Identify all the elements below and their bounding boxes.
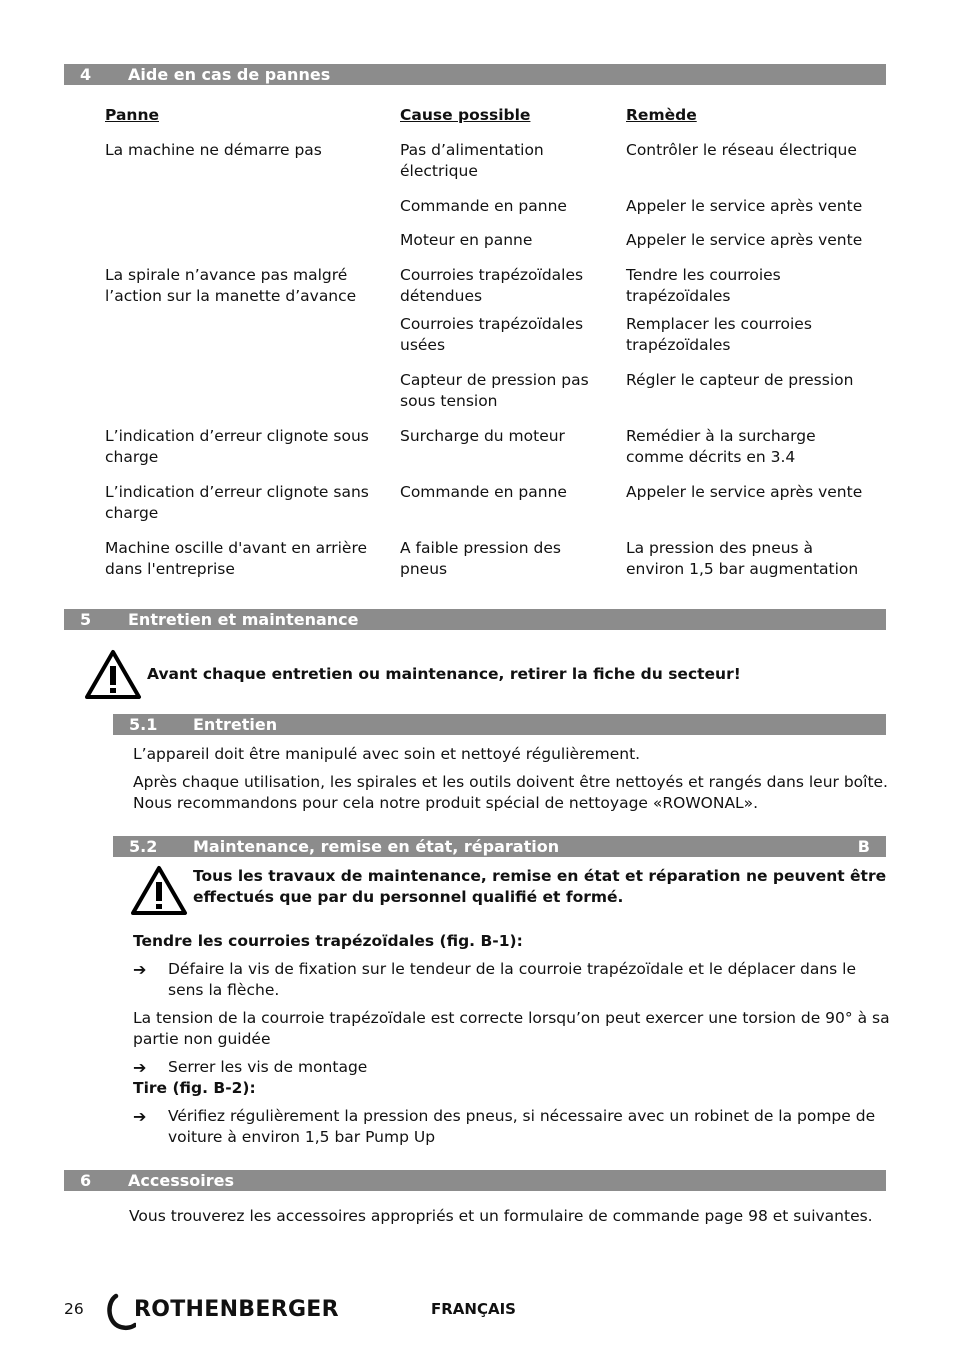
section-title: Accessoires: [128, 1171, 234, 1190]
table-cell-remede: Tendre les courroies trapézoïdales: [626, 266, 781, 305]
table-cell-remede: Remédier à la surcharge comme décrits en 3.4: [626, 427, 816, 466]
section-5-2-header: [113, 836, 886, 857]
table-cell-cause: Commande en panne: [400, 197, 567, 215]
section-6-header: [64, 1170, 886, 1191]
subheading: Tire (fig. B-2):: [133, 1079, 256, 1097]
brand-name: ROTHENBERGER: [134, 1297, 339, 1322]
table-cell-cause: Courroies trapézoïdales détendues: [400, 266, 584, 305]
table-cell-cause: A faible pression des pneus: [400, 539, 561, 578]
table-cell-panne: L’indication d’erreur clignote sous charge: [105, 427, 369, 466]
section-title: Entretien: [193, 715, 278, 734]
section-title: Entretien et maintenance: [128, 610, 359, 629]
arrow-right-icon: ➔: [133, 1107, 147, 1126]
table-cell-cause: Courroies trapézoïdales usées: [400, 315, 584, 354]
rothenberger-logo-icon: [104, 1292, 136, 1332]
table-cell-panne: L’indication d’erreur clignote sans charge: [105, 483, 369, 522]
table-cell-remede: Appeler le service après vente: [626, 483, 863, 501]
warning-triangle-icon: [130, 865, 188, 916]
table-cell-remede: Appeler le service après vente: [626, 231, 863, 249]
subheading: Tendre les courroies trapézoïdales (fig. B-1):: [133, 932, 523, 950]
section-number: 4: [80, 65, 92, 84]
col-header-cause: Cause possible: [400, 106, 531, 124]
paragraph: La tension de la courroie trapézoïdale est correcte lorsqu’on peut exercer une torsion de 90° à sa partie non guidée: [133, 1009, 890, 1048]
figure-reference: B: [857, 837, 870, 856]
table-cell-cause: Pas d’alimentation électrique: [400, 141, 544, 180]
page-number: 26: [64, 1300, 84, 1318]
table-cell-remede: Contrôler le réseau électrique: [626, 141, 857, 159]
table-cell-cause: Commande en panne: [400, 483, 567, 501]
section-title: Maintenance, remise en état, réparation: [193, 837, 560, 856]
instruction-step: Serrer les vis de montage: [168, 1058, 368, 1076]
section-number: 5.2: [129, 837, 158, 856]
warning-text: Avant chaque entretien ou maintenance, retirer la fiche du secteur!: [147, 665, 741, 683]
section-number: 5: [80, 610, 92, 629]
table-cell-cause: Surcharge du moteur: [400, 427, 565, 445]
col-header-panne: Panne: [105, 106, 159, 124]
warning-text: Tous les travaux de maintenance, remise en état et réparation ne peuvent être effectués que par du personnel qualifié et formé.: [193, 867, 887, 906]
table-cell-cause: Capteur de pression pas sous tension: [400, 371, 589, 410]
language-label: FRANÇAIS: [431, 1300, 516, 1318]
table-cell-remede: Régler le capteur de pression: [626, 371, 854, 389]
arrow-right-icon: ➔: [133, 1058, 147, 1077]
section-number: 5.1: [129, 715, 158, 734]
section-4-header: [64, 64, 886, 85]
table-cell-panne: La spirale n’avance pas malgré l’action sur la manette d’avance: [105, 266, 357, 305]
table-cell-panne: La machine ne démarre pas: [105, 141, 322, 159]
section-number: 6: [80, 1171, 92, 1190]
instruction-step: Vérifiez régulièrement la pression des pneus, si nécessaire avec un robinet de la pompe de voiture à environ 1,5 bar Pump Up: [168, 1107, 876, 1146]
col-header-remede: Remède: [626, 106, 697, 124]
section-title: Aide en cas de pannes: [128, 65, 331, 84]
warning-triangle-icon: [84, 649, 142, 700]
section-5-1-header: [113, 714, 886, 735]
table-cell-remede: Appeler le service après vente: [626, 197, 863, 215]
instruction-step: Défaire la vis de fixation sur le tendeur de la courroie trapézoïdale et le déplacer dans le sens la flèche.: [168, 960, 856, 999]
paragraph: L’appareil doit être manipulé avec soin et nettoyé régulièrement.: [133, 745, 641, 763]
paragraph: Vous trouverez les accessoires appropriés et un formulaire de commande page 98 et suivantes.: [129, 1207, 873, 1225]
table-cell-panne: Machine oscille d'avant en arrière dans l'entreprise: [105, 539, 368, 578]
section-5-header: [64, 609, 886, 630]
paragraph: Après chaque utilisation, les spirales et les outils doivent être nettoyés et rangés dans leur boîte. Nous recommandons pour cela notre produit spécial de nettoyage «ROWONAL».: [133, 773, 888, 812]
table-cell-cause: Moteur en panne: [400, 231, 533, 249]
table-cell-remede: Remplacer les courroies trapézoïdales: [626, 315, 812, 354]
arrow-right-icon: ➔: [133, 960, 147, 979]
table-cell-remede: La pression des pneus à environ 1,5 bar augmentation: [626, 539, 859, 578]
